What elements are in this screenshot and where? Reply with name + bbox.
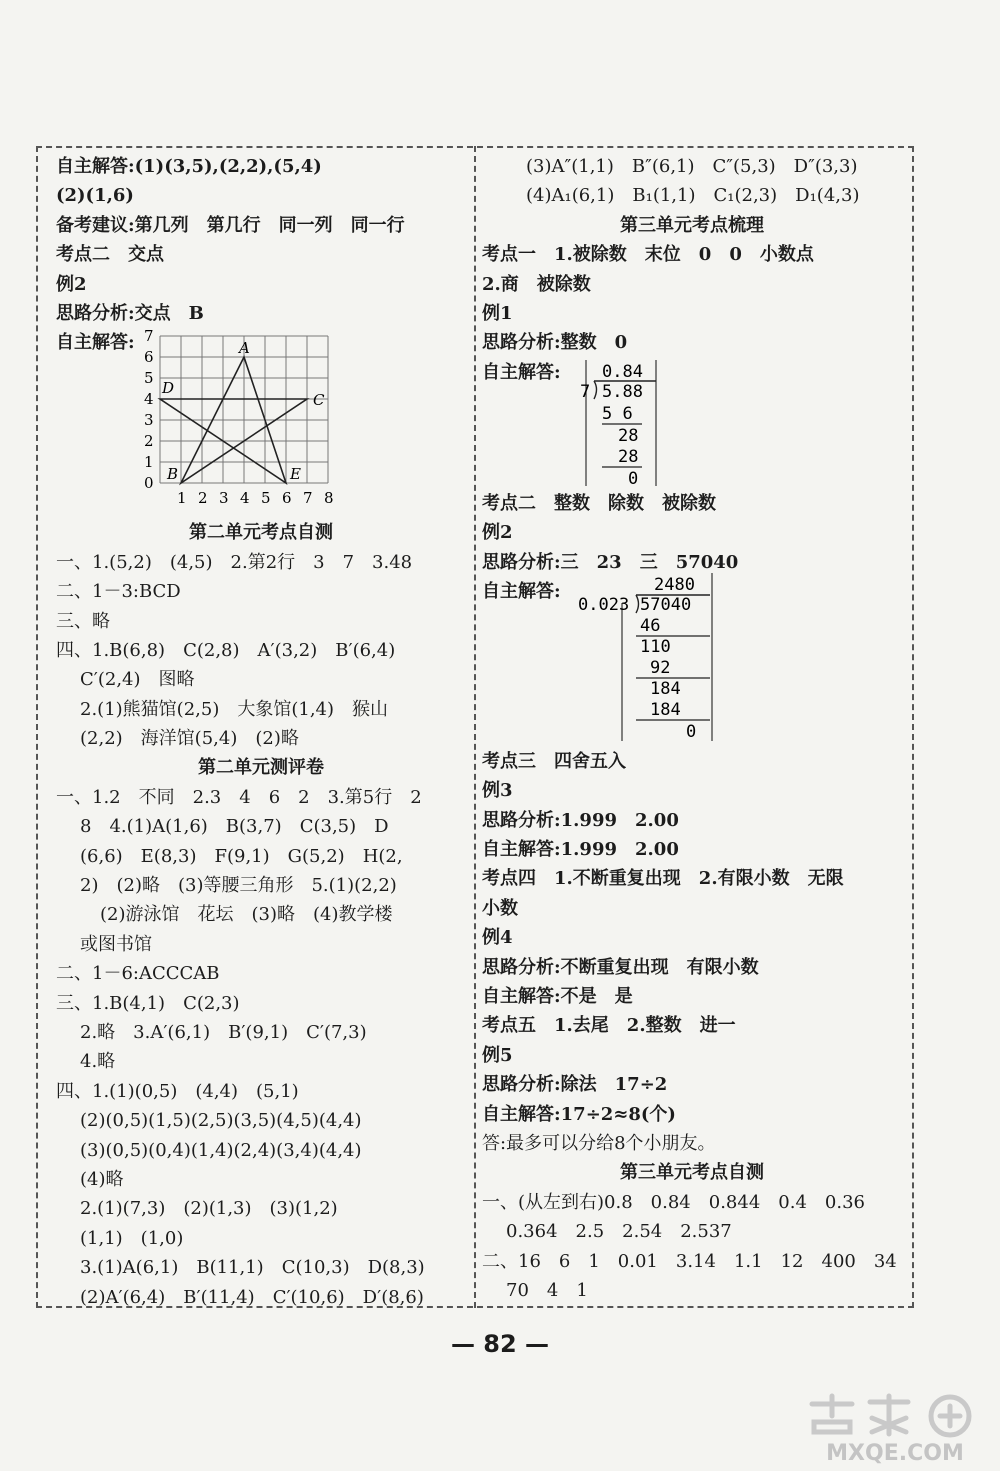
dividend: 5.88: [602, 381, 643, 402]
grid-figure-row: [56, 328, 466, 518]
text-line: 二、1－6:ACCCAB: [56, 963, 220, 985]
column-divider: [474, 146, 476, 1308]
text-line: 例1: [482, 302, 513, 324]
text-line: 0.364 2.5 2.54 2.537: [506, 1221, 732, 1243]
figure-label: 自主解答:: [56, 332, 135, 354]
y-tick-label: 3: [144, 411, 154, 430]
section-title: 第三单元考点梳理: [620, 214, 764, 236]
step: 184: [650, 678, 681, 699]
x-tick-label: 3: [219, 489, 229, 508]
text-line: 例3: [482, 780, 513, 802]
point-label: A: [239, 339, 250, 358]
text-line: (2)A′(6,4) B′(11,4) C′(10,6) D′(8,6): [80, 1286, 424, 1308]
star-grid-figure: [138, 328, 438, 513]
text-line: 二、16 6 1 0.01 3.14 1.1 12 400 34: [482, 1250, 897, 1272]
long-division-2: [574, 573, 724, 745]
text-line: 例2: [482, 522, 513, 544]
text-line: 4.略: [80, 1051, 116, 1073]
section-title: 第二单元测评卷: [198, 757, 324, 779]
x-tick-label: 4: [240, 489, 250, 508]
text-line: 例2: [56, 273, 87, 295]
text-line: (2)(0,5)(1,5)(2,5)(3,5)(4,5)(4,4): [80, 1110, 362, 1132]
section-title: 第二单元考点自测: [189, 522, 333, 544]
text-line: 三、略: [56, 610, 110, 632]
y-tick-label: 5: [144, 369, 154, 388]
text-line: 2.(1)(7,3) (2)(1,3) (3)(1,2): [80, 1198, 338, 1220]
text-line: (3)A″(1,1) B″(6,1) C″(5,3) D″(3,3): [526, 156, 858, 177]
text-line: 一、1.2 不同 2.3 4 6 2 3.第5行 2: [56, 786, 422, 808]
y-tick-label: 7: [144, 328, 154, 346]
point-label: D: [162, 379, 175, 398]
text-line: 思路分析:除法 17÷2: [482, 1074, 668, 1096]
dividend: 57040: [640, 594, 692, 615]
text-line: 2) (2)略 (3)等腰三角形 5.(1)(2,2): [80, 875, 397, 897]
text-line: 考点五 1.去尾 2.整数 进一: [482, 1015, 736, 1037]
text-line: 思路分析:整数 0: [482, 332, 628, 354]
watermark-logo: [800, 1392, 990, 1467]
x-tick-label: 2: [198, 489, 208, 508]
text-line: 自主解答:(1)(3,5),(2,2),(5,4): [56, 156, 322, 177]
x-tick-label: 6: [282, 489, 292, 508]
text-line: 2.商 被除数: [482, 273, 591, 295]
y-tick-label: 6: [144, 348, 154, 367]
quotient: 0.84: [602, 361, 643, 382]
text-line: 一、1.(5,2) (4,5) 2.第2行 3 7 3.48: [56, 551, 413, 573]
page-number-value: 82: [483, 1330, 517, 1358]
text-line: 2.略 3.A′(6,1) B′(9,1) C′(7,3): [80, 1021, 367, 1043]
step: 110: [640, 636, 671, 657]
x-tick-label: 1: [177, 489, 187, 508]
division-1-row: [482, 358, 902, 489]
point-label: E: [290, 465, 301, 484]
divisor: 0.023: [578, 594, 630, 615]
step: 0: [628, 468, 639, 488]
text-line: 一、(从左到右)0.8 0.84 0.844 0.4 0.36: [482, 1191, 865, 1213]
x-tick-label: 7: [303, 489, 313, 508]
figure-label: 自主解答:: [482, 580, 561, 602]
y-tick-label: 1: [144, 453, 154, 472]
point-label: B: [167, 465, 179, 484]
text-line: (1,1) (1,0): [80, 1227, 184, 1249]
text-line: 考点一 1.被除数 末位 0 0 小数点: [482, 244, 814, 266]
text-line: 四、1.B(6,8) C(2,8) A′(3,2) B′(6,4): [56, 639, 396, 661]
text-line: (2)(1,6): [56, 185, 134, 207]
y-tick-label: 0: [144, 474, 154, 493]
step: 28: [618, 446, 639, 467]
text-line: 四、1.(1)(0,5) (4,4) (5,1): [56, 1080, 299, 1102]
text-line: 二、1－3:BCD: [56, 581, 181, 603]
text-line: 3.(1)A(6,1) B(11,1) C(10,3) D(8,3): [80, 1257, 425, 1279]
text-line: 例4: [482, 927, 513, 949]
quotient: 2480: [654, 574, 695, 595]
division-2-row: [482, 574, 902, 747]
text-line: (4)A₁(6,1) B₁(1,1) C₁(2,3) D₁(4,3): [526, 185, 860, 207]
text-line: 2.(1)熊猫馆(2,5) 大象馆(1,4) 猴山: [80, 698, 389, 720]
text-line: (2,2) 海洋馆(5,4) (2)略: [80, 728, 299, 750]
text-line: (2)游泳馆 花坛 (3)略 (4)教学楼: [100, 904, 393, 926]
y-tick-label: 2: [144, 432, 154, 451]
text-line: C′(2,4) 图略: [80, 669, 195, 691]
step: 184: [650, 699, 681, 720]
watermark-text: MXQE.COM: [826, 1441, 964, 1466]
text-line: (6,6) E(8,3) F(9,1) G(5,2) H(2,: [80, 845, 403, 867]
text-line: 小数: [482, 897, 518, 919]
text-line: 自主解答:1.999 2.00: [482, 839, 679, 861]
step: 92: [650, 657, 671, 678]
text-line: 考点三 四舍五入: [482, 750, 626, 772]
step: 0: [686, 721, 697, 742]
divisor: 7: [580, 381, 591, 402]
x-tick-label: 8: [324, 489, 334, 508]
section-title: 第三单元考点自测: [620, 1162, 764, 1184]
point-label: C: [313, 391, 325, 410]
answer-stamp-icon: [812, 1396, 969, 1435]
text-line: 三、1.B(4,1) C(2,3): [56, 992, 240, 1014]
page-number: — 82 —: [450, 1330, 550, 1358]
text-line: 70 4 1: [506, 1279, 588, 1301]
text-line: 8 4.(1)A(1,6) B(3,7) C(3,5) D: [80, 816, 389, 838]
text-line: (3)(0,5)(0,4)(1,4)(2,4)(3,4)(4,4): [80, 1139, 362, 1161]
step: 5 6: [602, 403, 633, 424]
text-line: 答:最多可以分给8个小朋友。: [482, 1132, 716, 1154]
text-line: 例5: [482, 1044, 513, 1066]
y-tick-label: 4: [144, 390, 154, 409]
text-line: 自主解答:不是 是: [482, 986, 633, 1008]
text-line: 思路分析:1.999 2.00: [482, 809, 679, 831]
long-division-1: [572, 360, 672, 488]
text-line: 思路分析:不断重复出现 有限小数: [482, 956, 759, 978]
step: 46: [640, 615, 661, 636]
text-line: (4)略: [80, 1168, 124, 1190]
text-line: 考点二 整数 除数 被除数: [482, 492, 716, 514]
text-line: 思路分析:交点 B: [56, 302, 204, 324]
text-line: 考点四 1.不断重复出现 2.有限小数 无限: [482, 868, 844, 890]
text-line: 自主解答:17÷2≈8(个): [482, 1103, 676, 1125]
left-column: [56, 152, 466, 1312]
figure-label: 自主解答:: [482, 361, 561, 383]
text-line: 考点二 交点: [56, 244, 164, 266]
text-line: 思路分析:三 23 三 57040: [482, 551, 739, 573]
step: 28: [618, 425, 639, 446]
text-line: 或图书馆: [80, 933, 152, 955]
x-tick-label: 5: [261, 489, 271, 508]
text-line: 备考建议:第几列 第几行 同一列 同一行: [56, 214, 405, 236]
right-column: [482, 152, 902, 1305]
